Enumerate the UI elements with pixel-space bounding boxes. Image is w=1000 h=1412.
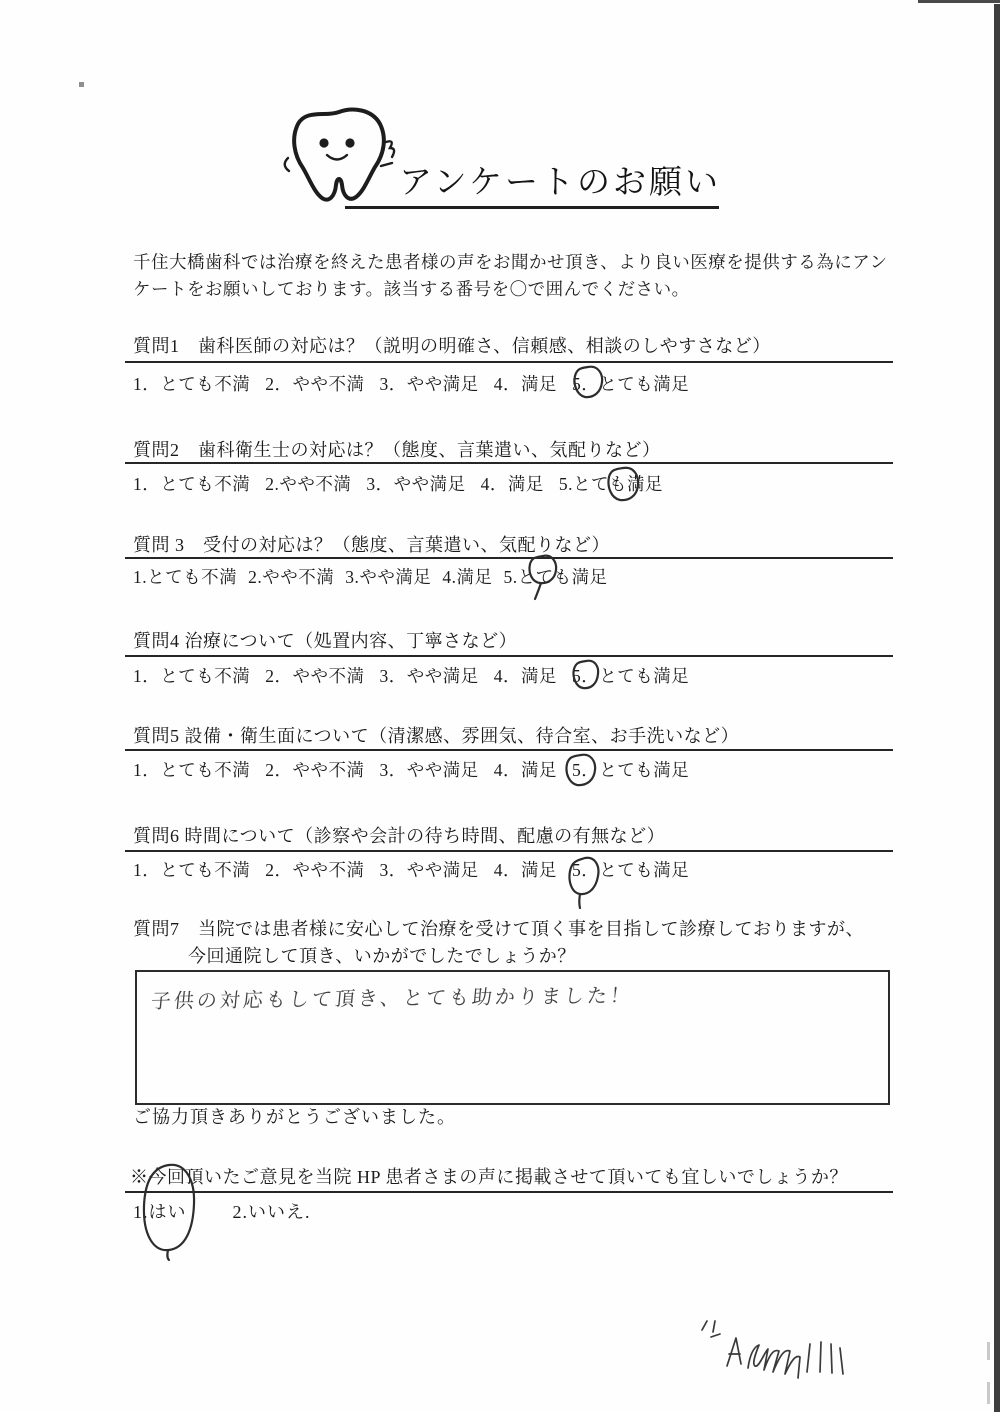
question-6-title: 質問6 時間について（診察や会計の待ち時間、配慮の有無など） xyxy=(133,826,666,846)
option: 3．やや満足 xyxy=(366,474,466,494)
question-2-options xyxy=(133,471,663,496)
option: 4．満足 xyxy=(493,860,557,880)
option: 2.やや不満 xyxy=(265,474,352,494)
option-no: 2.いいえ. xyxy=(232,1202,311,1222)
question-1-options xyxy=(133,371,689,396)
scan-edge-strip xyxy=(994,4,1000,1412)
option: 3．やや満足 xyxy=(379,374,479,394)
publish-consent-question: ※今回頂いたご意見を当院 HP 患者さまの声に掲載させて頂いても宜しいでしょうか？ xyxy=(130,1167,848,1187)
option: 1．とても不満 xyxy=(133,474,251,494)
option: 4．満足 xyxy=(493,666,557,686)
option: 4．満足 xyxy=(493,374,557,394)
option: 1.とても不満 xyxy=(133,567,238,587)
intro-line-1: 千住大橋歯科では治療を終えた患者様の声をお聞かせ頂き、より良い医療を提供する為にアン xyxy=(133,252,888,272)
question-4-options xyxy=(133,663,689,688)
option-yes: 1.はい xyxy=(133,1202,187,1222)
option: 4．満足 xyxy=(480,474,544,494)
option: 3．やや満足 xyxy=(379,760,479,780)
question-3-options xyxy=(133,564,608,589)
question-7-title-line2: 今回通院して頂き、いかがでしたでしょうか？ xyxy=(188,946,576,966)
option: 2．やや不満 xyxy=(265,374,365,394)
option: 2．やや不満 xyxy=(265,760,365,780)
divider-rule xyxy=(125,557,893,559)
option: 5.とても満足 xyxy=(503,567,608,587)
publish-consent-options xyxy=(133,1198,311,1224)
option: 4．満足 xyxy=(493,760,557,780)
question-5-title: 質問5 設備・衛生面について（清潔感、雰囲気、待合室、お手洗いなど） xyxy=(133,726,740,746)
divider-rule xyxy=(125,1191,893,1193)
option: 5．とても満足 xyxy=(572,374,690,394)
question-7-title-line1: 質問7 当院では患者様に安心して治療を受けて頂く事を目指して診療しておりますが、 xyxy=(133,919,864,939)
question-4-title: 質問4 治療について（処置内容、丁寧さなど） xyxy=(133,631,518,651)
divider-rule xyxy=(125,850,893,852)
scan-artifact-line xyxy=(987,1342,990,1360)
option: 5.とても満足 xyxy=(558,474,663,494)
option: 2．やや不満 xyxy=(265,860,365,880)
divider-rule xyxy=(125,361,893,363)
question-2-title: 質問2 歯科衛生士の対応は？（態度、言葉遣い、気配りなど） xyxy=(133,440,661,460)
page-title: アンケートのお願い xyxy=(399,165,722,201)
question-1-title: 質問1 歯科医師の対応は？（説明の明確さ、信頼感、相談のしやすさなど） xyxy=(133,336,771,356)
option: 5．とても満足 xyxy=(572,760,690,780)
title-underline xyxy=(345,156,722,209)
scan-artifact-dot xyxy=(79,82,84,87)
divider-rule xyxy=(125,462,893,464)
option: 3．やや満足 xyxy=(379,860,479,880)
scan-artifact-line xyxy=(987,1382,990,1404)
free-answer-box xyxy=(135,970,890,1105)
divider-rule xyxy=(125,749,893,751)
divider-rule xyxy=(125,655,893,657)
option: 1．とても不満 xyxy=(133,760,251,780)
option: 1．とても不満 xyxy=(133,374,251,394)
question-5-options xyxy=(133,757,689,782)
option: 1．とても不満 xyxy=(133,666,251,686)
scan-edge-top xyxy=(918,0,1000,3)
option: 1．とても不満 xyxy=(133,860,251,880)
option: 3.やや満足 xyxy=(345,567,432,587)
option: 3．やや満足 xyxy=(379,666,479,686)
option: 2．やや不満 xyxy=(265,666,365,686)
option: 2.やや不満 xyxy=(248,567,335,587)
option: 5．とても満足 xyxy=(572,860,690,880)
option: 4.満足 xyxy=(442,567,493,587)
question-6-options xyxy=(133,857,689,882)
intro-line-2: ケートをお願いしております。該当する番号を〇で囲んでください。 xyxy=(133,279,690,299)
option: 5．とても満足 xyxy=(572,666,690,686)
thanks-message: ご協力頂きありがとうございました。 xyxy=(133,1107,456,1127)
signature-scribble xyxy=(672,1302,862,1402)
question-3-title: 質問 3 受付の対応は？（態度、言葉遣い、気配りなど） xyxy=(133,535,610,555)
handwritten-comment: 子供の対応もして頂き、とても助かりました！ xyxy=(149,985,634,1013)
